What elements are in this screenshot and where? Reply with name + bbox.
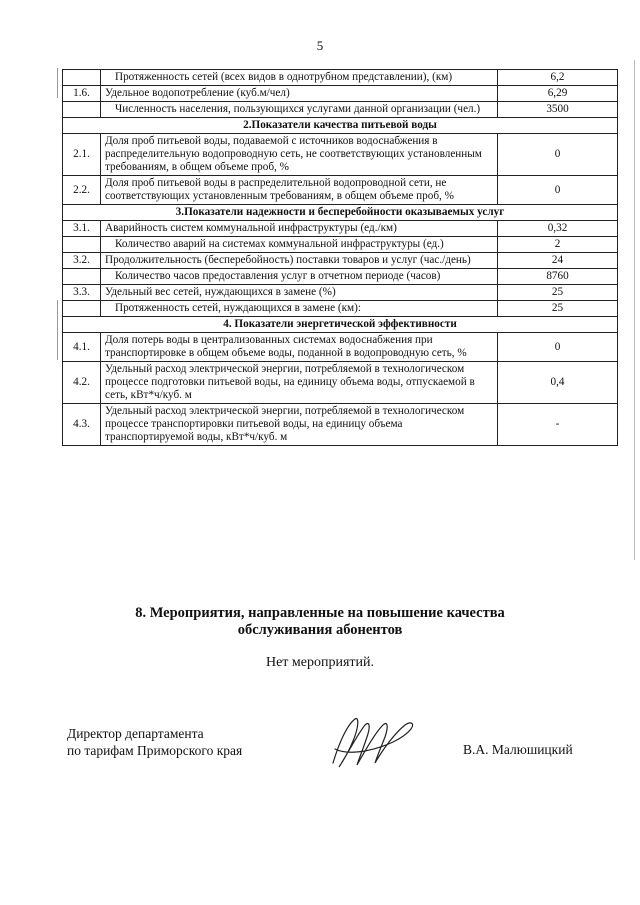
section-title: 3.Показатели надежности и бесперебойности оказываемых услуг [63,205,618,221]
signatory-position-line2: по тарифам Приморского края [67,743,243,758]
indicator-value: 25 [498,301,618,317]
indicator-name: Удельный расход электрической энергии, потребляемой в технологическом процессе транспортировки питьевой воды, на единицу объема транспортируемой воды, кВт*ч/куб. м [101,404,498,446]
section-title: 4. Показатели энергетической эффективности [63,317,618,333]
row-number [63,70,101,86]
indicator-value: 0,4 [498,362,618,404]
section-header-row [63,317,618,333]
no-measures-text: Нет мероприятий. [265,655,375,670]
table-row [63,134,618,176]
section-8-heading-line2: обслуживания абонентов [237,622,403,638]
indicator-name: Протяженность сетей (всех видов в однотрубном представлении), (км) [101,70,498,86]
signatory-name: В.А. Малюшицкий [463,742,573,757]
indicator-name: Протяженность сетей, нуждающихся в замене (км): [101,301,498,317]
table-row [63,221,618,237]
page-number: 5 [316,38,324,53]
indicator-name: Удельное водопотребление (куб.м/чел) [101,86,498,102]
section-header-row [63,118,618,134]
signatory-position [67,725,242,759]
indicator-name: Удельный вес сетей, нуждающихся в замене (%) [101,285,498,301]
row-number: 4.3. [63,404,101,446]
row-number [63,301,101,317]
indicator-value: 3500 [498,102,618,118]
margin-mark [57,300,58,360]
indicator-value: 6,29 [498,86,618,102]
row-number [63,269,101,285]
section-title: 2.Показатели качества питьевой воды [63,118,618,134]
signatory-position-line1: Директор департамента [67,726,204,741]
section-8-heading-line1: 8. Мероприятия, направленные на повышение качества [135,605,505,621]
handwritten-signature [325,713,420,773]
table-row [63,70,618,86]
table-row [63,362,618,404]
indicator-value: 25 [498,285,618,301]
indicator-name: Количество аварий на системах коммунальной инфраструктуры (ед.) [101,237,498,253]
row-number: 3.1. [63,221,101,237]
table-row [63,86,618,102]
indicator-value: - [498,404,618,446]
table-row [63,269,618,285]
indicator-name: Удельный расход электрической энергии, потребляемой в технологическом процессе подготовки питьевой воды, на единицу объема воды, отпускаемой в сеть, кВт*ч/куб. м [101,362,498,404]
row-number: 2.2. [63,176,101,205]
table-row [63,176,618,205]
indicator-name: Продолжительность (бесперебойность) поставки товаров и услуг (час./день) [101,253,498,269]
row-number [63,237,101,253]
indicator-name: Численность населения, пользующихся услугами данной организации (чел.) [101,102,498,118]
indicator-value: 0 [498,333,618,362]
table-row [63,102,618,118]
row-number: 2.1. [63,134,101,176]
table-row [63,237,618,253]
row-number: 4.1. [63,333,101,362]
table-row [63,285,618,301]
indicator-value: 8760 [498,269,618,285]
row-number [63,102,101,118]
indicator-value: 24 [498,253,618,269]
table-row [63,253,618,269]
indicator-value: 6,2 [498,70,618,86]
margin-mark [57,68,58,98]
row-number: 4.2. [63,362,101,404]
indicators-table [62,69,618,446]
indicator-name: Доля проб питьевой воды, подаваемой с источников водоснабжения в распределительную водопроводную сеть, не соответствующих установленным требованиям, в общем объеме проб, % [101,134,498,176]
table-row [63,404,618,446]
row-number: 3.2. [63,253,101,269]
table-row [63,333,618,362]
indicator-name: Доля проб питьевой воды в распределительной водопроводной сети, не соответствующих установленным требованиям, в общем объеме проб, % [101,176,498,205]
indicator-name: Аварийность систем коммунальной инфраструктуры (ед./км) [101,221,498,237]
table-row [63,301,618,317]
indicator-name: Количество часов предоставления услуг в отчетном периоде (часов) [101,269,498,285]
indicator-name: Доля потерь воды в централизованных системах водоснабжения при транспортировке в общем объеме воды, поданной в водопроводную сеть, % [101,333,498,362]
section-8-heading [0,605,640,639]
row-number: 1.6. [63,86,101,102]
page-edge-line [634,60,635,560]
indicator-value: 0,32 [498,221,618,237]
indicator-value: 0 [498,176,618,205]
row-number: 3.3. [63,285,101,301]
indicator-value: 0 [498,134,618,176]
section-header-row [63,205,618,221]
indicator-value: 2 [498,237,618,253]
